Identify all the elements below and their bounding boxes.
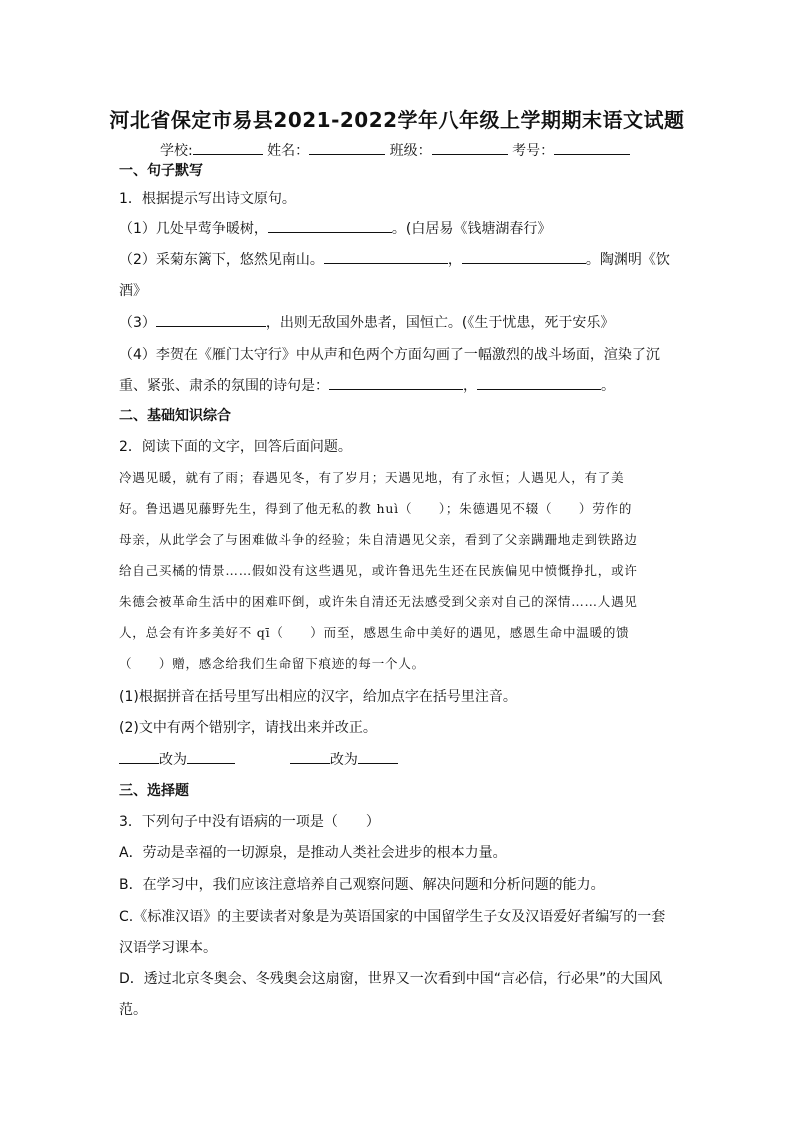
answer-blank[interactable] [268, 218, 392, 233]
answer-blank[interactable] [462, 249, 586, 264]
passage-line: 给自己买橘的情景……假如没有这些遇见，或许鲁迅先生还在民族偏见中愤慨挣扎，或许 [119, 563, 638, 578]
name-blank[interactable] [309, 140, 385, 155]
q2-sub1: (1)根据拼音在括号里写出相应的汉字，给加点字在括号里注音。 [119, 689, 517, 705]
q3-stem: 3．下列句子中没有语病的一项是（ ） [119, 814, 380, 830]
name-label: 姓名： [267, 143, 310, 159]
passage-line: 好。鲁迅遇见藤野先生，得到了他无私的教 huì（ ）；朱德遇见不辍（ ）劳作的 [119, 501, 633, 516]
option-c-cont: 汉语学习课本。 [119, 940, 217, 956]
passage-line: 冷遇见暖，就有了雨；春遇见冬，有了岁月；天遇见地，有了永恒；人遇见人，有了美 [119, 470, 625, 485]
school-label: 学校: [160, 143, 193, 159]
wrong-char-blank[interactable] [290, 749, 330, 764]
section-2-heading: 二、基础知识综合 [119, 408, 231, 424]
passage-line: 母亲，从此学会了与困难做斗争的经验；朱自清遇见父亲，看到了父亲蹒跚地走到铁路边 [119, 532, 638, 547]
class-label: 班级： [389, 143, 432, 159]
page-title: 河北省保定市易县2021-2022学年八年级上学期期末语文试题 [109, 108, 685, 132]
option-b[interactable]: B．在学习中，我们应该注意培养自己观察问题、解决问题和分析问题的能力。 [119, 877, 605, 893]
answer-blank[interactable] [477, 375, 601, 390]
passage-line: （ ）赠，感念给我们生命留下痕迹的每一个人。 [119, 656, 425, 671]
q1-stem: 1．根据提示写出诗文原句。 [119, 191, 296, 207]
option-a[interactable]: A．劳动是幸福的一切源泉，是推动人类社会进步的根本力量。 [119, 845, 507, 861]
q1-part4-cont: 重、紧张、肃杀的氛围的诗句是： ， 。 [119, 375, 615, 395]
q2-sub2: (2)文中有两个错别字，请找出来并改正。 [119, 720, 377, 736]
q1-part3: （3） ，出则无敌国外患者，国恒亡。(《生于忧患，死于安乐》 [119, 312, 614, 332]
q2-stem: 2．阅读下面的文字，回答后面问题。 [119, 439, 352, 455]
passage-line: 人，总会有许多美好不 qī（ ）而至，感恩生命中美好的遇见，感恩生命中温暖的馈 [119, 625, 630, 640]
number-label: 考号： [512, 143, 555, 159]
passage-line: 朱德会被革命生活中的困难吓倒，或许朱自清还无法感受到父亲对自己的深情……人遇见 [119, 594, 638, 609]
option-d-cont: 范。 [119, 1002, 147, 1018]
option-c[interactable]: C.《标准汉语》的主要读者对象是为英语国家的中国留学生子女及汉语爱好者编写的一套 [119, 909, 666, 925]
section-3-heading: 三、选择题 [119, 783, 189, 799]
answer-blank[interactable] [324, 249, 448, 264]
school-blank[interactable] [193, 140, 263, 155]
correct-char-blank[interactable] [358, 749, 398, 764]
q1-part4: （4）李贺在《雁门太守行》中从声和色两个方面勾画了一幅激烈的战斗场面，渲染了沉 [119, 347, 660, 363]
answer-blank[interactable] [329, 375, 463, 390]
class-blank[interactable] [432, 140, 508, 155]
option-d[interactable]: D．透过北京冬奥会、冬残奥会这扇窗，世界又一次看到中国“言必信，行必果”的大国风 [119, 971, 663, 987]
section-1-heading: 一、句子默写 [119, 163, 203, 179]
q1-part1: （1）几处早莺争暖树， 。(白居易《钱塘湖春行》 [119, 218, 551, 238]
correct-char-blank[interactable] [187, 749, 235, 764]
q1-part2-cont: 酒》 [119, 283, 147, 299]
correction-row: 改为 改为 [119, 749, 398, 769]
answer-blank[interactable] [156, 312, 266, 327]
student-info-line [160, 140, 630, 160]
q1-part2: （2）采菊东篱下，悠然见南山。 ， 。陶渊明《饮 [119, 249, 670, 269]
number-blank[interactable] [554, 140, 630, 155]
wrong-char-blank[interactable] [119, 749, 159, 764]
